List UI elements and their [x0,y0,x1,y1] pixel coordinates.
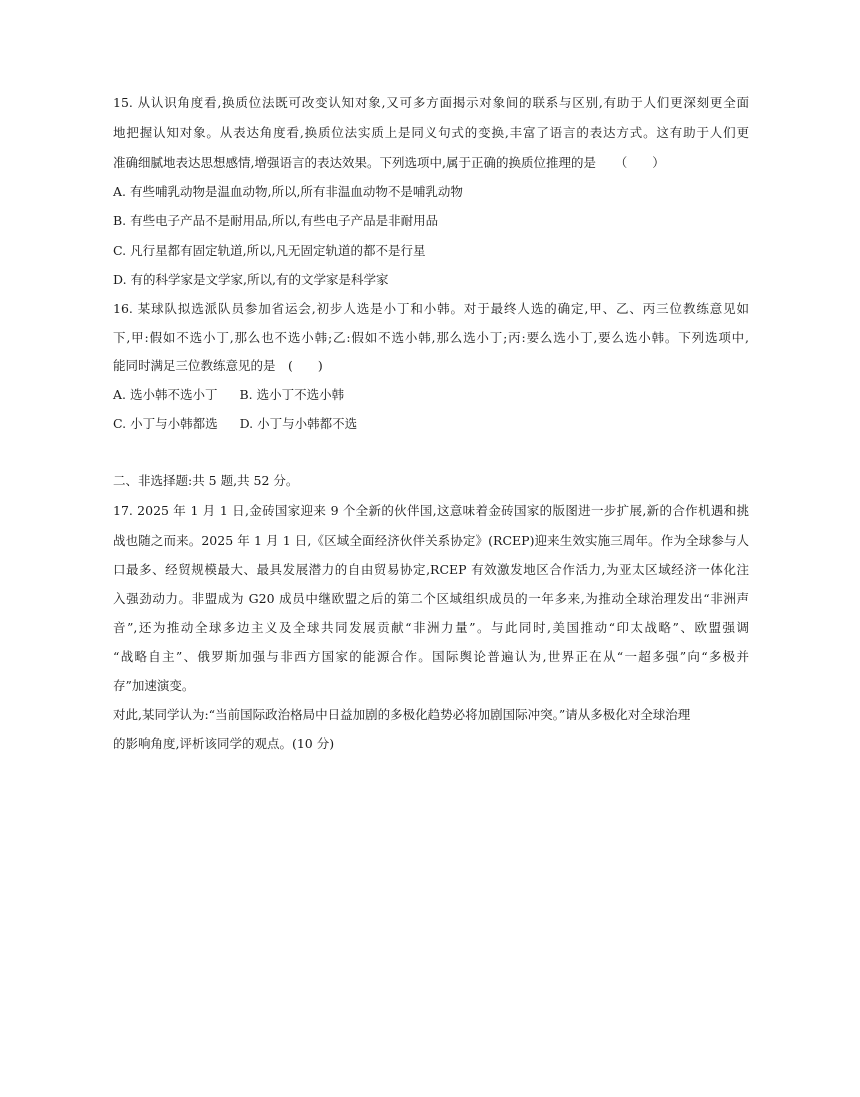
q17-material-line-6: “战略自主”、俄罗斯加强与非西方国家的能源合作。国际舆论普遍认为,世界正在从“一超多强”向“多极并 [113,649,749,664]
q17-material-line-3: 口最多、经贸规模最大、最具发展潜力的自由贸易协定,RCEP 有效激发地区合作活力,为亚太区域经济一体化注 [113,562,749,577]
q15-option-c: C. 凡行星都有固定轨道,所以,凡无固定轨道的都不是行星 [113,243,426,258]
q15-option-a: A. 有些哺乳动物是温血动物,所以,所有非温血动物不是哺乳动物 [113,184,463,199]
q17-question-line-2: 的影响角度,评析该同学的观点。(10 分) [113,736,335,751]
q16-option-a: A. 选小韩不选小丁 [113,387,218,402]
q16-options-row-2 [113,415,357,433]
section-2-heading: 二、非选择题:共 5 题,共 52 分。 [113,473,299,488]
q16-stem-line-3: 能同时满足三位教练意见的是 ( ) [113,358,323,373]
q15-stem-line-3: 准确细腻地表达思想感情,增强语言的表达效果。下列选项中,属于正确的换质位推理的是 （ ） [113,155,665,170]
q15-option-b: B. 有些电子产品不是耐用品,所以,有些电子产品是非耐用品 [113,213,439,228]
q17-question-line-1: 对此,某同学认为:“当前国际政治格局中日益加剧的多极化趋势必将加剧国际冲突。”请从多极化对全球治理 [113,707,691,722]
q17-material-line-2: 战也随之而来。2025 年 1 月 1 日,《区域全面经济伙伴关系协定》(RCEP)迎来生效实施三周年。作为全球参与人 [113,533,749,548]
q15-stem-line-2: 地把握认知对象。从表达角度看,换质位法实质上是同义句式的变换,丰富了语言的表达方式。这有助于人们更 [113,125,749,140]
q16-stem-line-1: 16. 某球队拟选派队员参加省运会,初步人选是小丁和小韩。对于最终人选的确定,甲、乙、丙三位教练意见如 [113,301,749,316]
q15-option-d: D. 有的科学家是文学家,所以,有的文学家是科学家 [113,272,389,287]
q16-option-b: B. 选小丁不选小韩 [239,387,345,402]
q17-material-line-5: 音”,还为推动全球多边主义及全球共同发展贡献“非洲力量”。与此同时,美国推动“印太战略”、欧盟强调 [113,620,749,635]
q17-material-line-4: 入强劲动力。非盟成为 G20 成员中继欧盟之后的第二个区域组织成员的一年多来,为推动全球治理发出“非洲声 [113,591,749,606]
q17-material-line-1: 17. 2025 年 1 月 1 日,金砖国家迎来 9 个全新的伙伴国,这意味着金砖国家的版图进一步扩展,新的合作机遇和挑 [113,503,749,518]
q16-option-d: D. 小丁与小韩都不选 [239,416,358,431]
q16-stem-line-2: 下,甲:假如不选小丁,那么也不选小韩;乙:假如不选小韩,那么选小丁;丙:要么选小丁,要么选小韩。下列选项中, [113,330,749,345]
q16-options-row-1 [113,386,344,404]
q17-material-line-7: 存”加速演变。 [113,678,195,693]
q15-stem-line-1: 15. 从认识角度看,换质位法既可改变认知对象,又可多方面揭示对象间的联系与区别,有助于人们更深刻更全面 [113,95,749,110]
q16-option-c: C. 小丁与小韩都选 [113,416,218,431]
